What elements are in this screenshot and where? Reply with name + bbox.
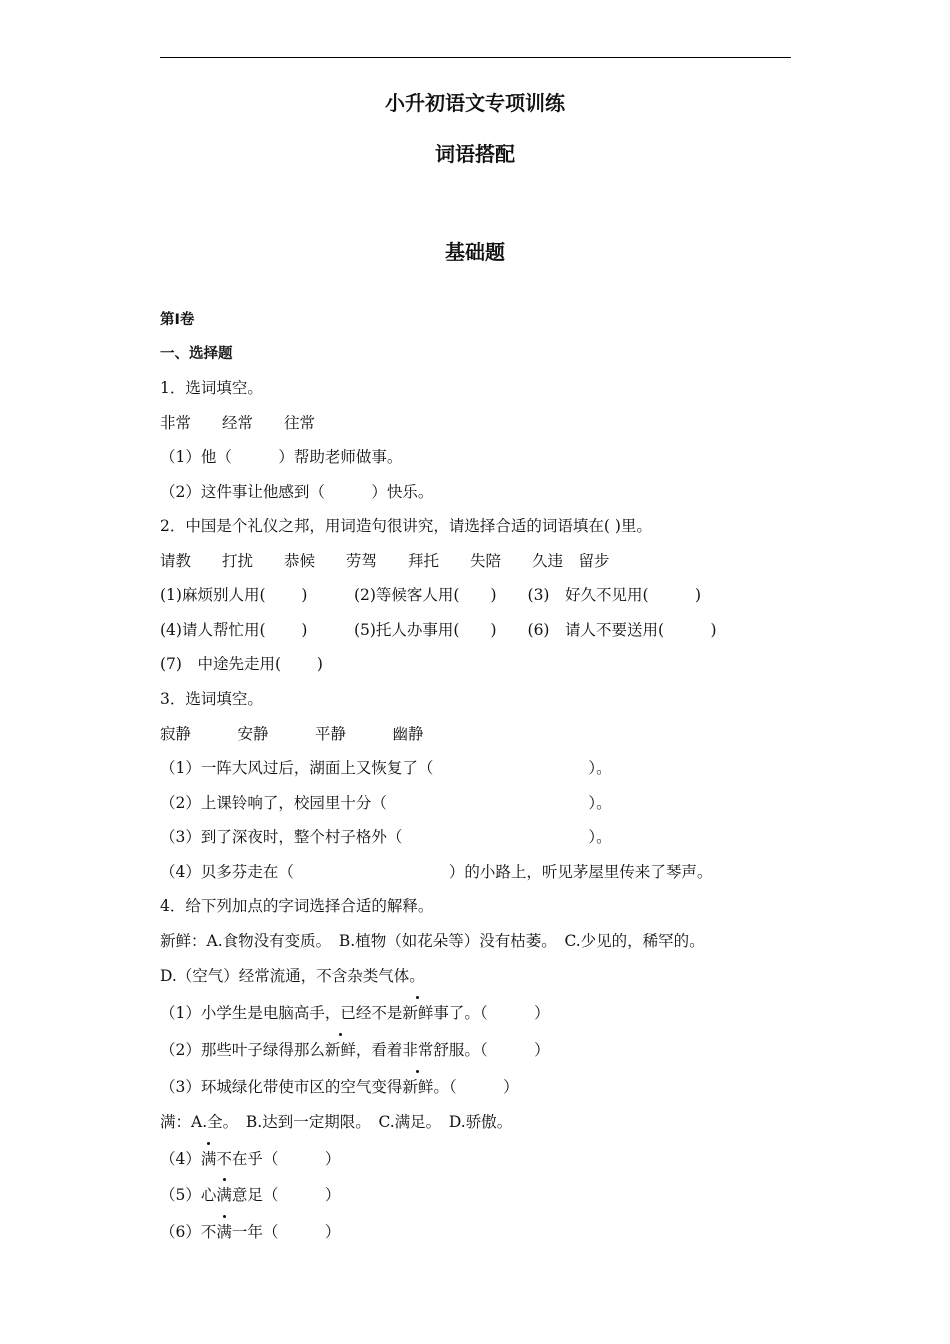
q4-item-4: （4）满不在乎（ ） <box>160 1150 341 1168</box>
q3-item-4: （4）贝多芬走在（ ）的小路上，听见茅屋里传来了琴声。 <box>160 863 713 881</box>
q1-item-1: （1）他（ ）帮助老师做事。 <box>160 448 403 466</box>
dotted-word: 新鲜 <box>402 1004 434 1022</box>
q4-item-6: （6）不满一年（ ） <box>160 1223 341 1241</box>
page-title: 小升初语文专项训练 <box>385 91 565 115</box>
dotted-word: 新鲜 <box>402 1078 434 1096</box>
q1-options: 非常 经常 往常 <box>160 414 316 432</box>
q4-item-5: （5）心满意足（ ） <box>160 1186 341 1204</box>
dotted-word: 满 <box>216 1223 232 1241</box>
dotted-word: 满 <box>216 1186 232 1204</box>
volume-label: 第I卷 <box>160 312 195 328</box>
q1-stem: 1．选词填空。 <box>160 379 263 397</box>
dotted-word: 新鲜 <box>324 1041 356 1059</box>
q4-def-xinxian-d: D.（空气）经常流通，不含杂类气体。 <box>160 967 425 985</box>
q3-item-2: （2）上课铃响了，校园里十分（ ）。 <box>160 794 612 812</box>
q4-def-man: 满：A.全。 B.达到一定期限。 C.满足。 D.骄傲。 <box>160 1113 513 1131</box>
q4-item-3: （3）环城绿化带使市区的空气变得新鲜。（ ） <box>160 1078 519 1096</box>
q2-row-1: (1)麻烦别人用( ) (2)等候客人用( ) (3) 好久不见用( ) <box>160 586 702 604</box>
q4-def-xinxian: 新鲜：A.食物没有变质。 B.植物（如花朵等）没有枯萎。 C.少见的，稀罕的。 <box>160 932 705 950</box>
q4-item-2: （2）那些叶子绿得那么新鲜，看着非常舒服。（ ） <box>160 1041 550 1059</box>
q3-item-3: （3）到了深夜时，整个村子格外（ ）。 <box>160 828 612 846</box>
part-heading: 一、选择题 <box>160 346 233 362</box>
q4-stem: 4．给下列加点的字词选择合适的解释。 <box>160 897 434 915</box>
q2-stem: 2．中国是个礼仪之邦，用词造句很讲究，请选择合适的词语填在( )里。 <box>160 517 652 535</box>
q3-item-1: （1）一阵大风过后，湖面上又恢复了（ ）。 <box>160 759 612 777</box>
top-rule <box>160 57 791 58</box>
q3-stem: 3．选词填空。 <box>160 690 263 708</box>
dotted-word: 满 <box>200 1150 217 1168</box>
q4-item-1: （1）小学生是电脑高手，已经不是新鲜事了。（ ） <box>160 1004 550 1022</box>
q1-item-2: （2）这件事让他感到（ ）快乐。 <box>160 483 434 501</box>
q2-row-2: (4)请人帮忙用( ) (5)托人办事用( ) (6) 请人不要送用( ) <box>160 621 717 639</box>
q2-options: 请教 打扰 恭候 劳驾 拜托 失陪 久违 留步 <box>160 552 610 570</box>
q2-row-3: (7) 中途先走用( ) <box>160 655 323 673</box>
q3-options: 寂静 安静 平静 幽静 <box>160 725 424 743</box>
section-title: 基础题 <box>445 240 505 264</box>
page-subtitle: 词语搭配 <box>435 142 515 166</box>
